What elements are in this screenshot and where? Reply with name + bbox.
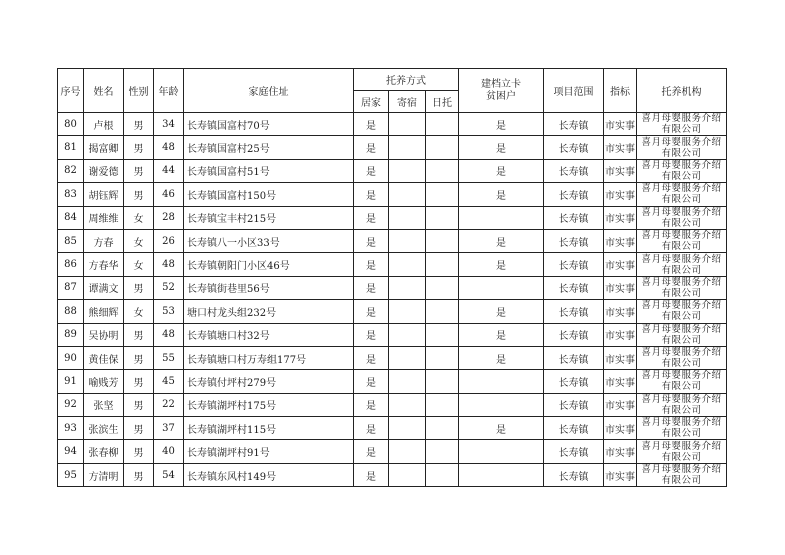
cell-boarding: [389, 276, 426, 299]
header-scope: 项目范围: [544, 69, 604, 113]
cell-daycare: [426, 370, 459, 393]
cell-org: 喜月母婴服务介绍有限公司: [637, 113, 727, 136]
header-gender: 性别: [124, 69, 154, 113]
cell-indicator: 市实事: [604, 393, 637, 416]
cell-daycare: [426, 183, 459, 206]
cell-daycare: [426, 440, 459, 463]
cell-poverty: 是: [459, 136, 544, 159]
cell-daycare: [426, 159, 459, 182]
cell-home: 是: [354, 370, 389, 393]
cell-age: 26: [154, 229, 184, 252]
cell-address: 长寿镇八一小区33号: [184, 229, 354, 252]
cell-gender: 男: [124, 159, 154, 182]
cell-seq: 91: [58, 370, 84, 393]
table-row: [58, 323, 727, 346]
cell-age: 48: [154, 323, 184, 346]
cell-daycare: [426, 393, 459, 416]
cell-age: 54: [154, 463, 184, 486]
cell-indicator: 市实事: [604, 417, 637, 440]
cell-gender: 男: [124, 440, 154, 463]
cell-daycare: [426, 417, 459, 440]
cell-indicator: 市实事: [604, 276, 637, 299]
cell-age: 48: [154, 253, 184, 276]
cell-name: 方春: [84, 229, 124, 252]
cell-gender: 男: [124, 136, 154, 159]
cell-org: 喜月母婴服务介绍有限公司: [637, 276, 727, 299]
cell-name: 方清明: [84, 463, 124, 486]
cell-org: 喜月母婴服务介绍有限公司: [637, 440, 727, 463]
header-poverty-line2: 贫困户: [486, 90, 516, 102]
cell-address: 长寿镇国富村25号: [184, 136, 354, 159]
cell-scope: 长寿镇: [544, 440, 604, 463]
cell-gender: 男: [124, 417, 154, 440]
header-poverty-line1: 建档立卡: [481, 78, 521, 90]
cell-org: 喜月母婴服务介绍有限公司: [637, 183, 727, 206]
cell-home: 是: [354, 417, 389, 440]
cell-address: 长寿镇国富村51号: [184, 159, 354, 182]
table-row: [58, 300, 727, 323]
cell-poverty: [459, 370, 544, 393]
table-row: [58, 276, 727, 299]
cell-indicator: 市实事: [604, 346, 637, 369]
cell-address: 长寿镇朝阳门小区46号: [184, 253, 354, 276]
cell-boarding: [389, 323, 426, 346]
cell-address: 长寿镇湖坪村115号: [184, 417, 354, 440]
cell-scope: 长寿镇: [544, 136, 604, 159]
cell-address: 长寿镇东风村149号: [184, 463, 354, 486]
cell-org: 喜月母婴服务介绍有限公司: [637, 417, 727, 440]
cell-home: 是: [354, 183, 389, 206]
header-org: 托养机构: [637, 69, 727, 113]
cell-scope: 长寿镇: [544, 206, 604, 229]
cell-gender: 男: [124, 370, 154, 393]
cell-boarding: [389, 159, 426, 182]
cell-boarding: [389, 136, 426, 159]
cell-boarding: [389, 229, 426, 252]
cell-gender: 男: [124, 346, 154, 369]
cell-daycare: [426, 276, 459, 299]
cell-age: 44: [154, 159, 184, 182]
cell-gender: 男: [124, 276, 154, 299]
cell-address: 长寿镇塘口村32号: [184, 323, 354, 346]
table-row: [58, 159, 727, 182]
cell-scope: 长寿镇: [544, 370, 604, 393]
cell-gender: 女: [124, 229, 154, 252]
cell-poverty: 是: [459, 323, 544, 346]
cell-indicator: 市实事: [604, 113, 637, 136]
cell-poverty: [459, 393, 544, 416]
cell-indicator: 市实事: [604, 253, 637, 276]
cell-age: 55: [154, 346, 184, 369]
cell-gender: 男: [124, 113, 154, 136]
cell-gender: 女: [124, 206, 154, 229]
cell-age: 48: [154, 136, 184, 159]
cell-poverty: 是: [459, 300, 544, 323]
cell-address: 塘口村龙头组232号: [184, 300, 354, 323]
table-row: [58, 440, 727, 463]
cell-address: 长寿镇塘口村万寿组177号: [184, 346, 354, 369]
cell-poverty: 是: [459, 159, 544, 182]
cell-poverty: 是: [459, 346, 544, 369]
cell-poverty: 是: [459, 417, 544, 440]
cell-seq: 92: [58, 393, 84, 416]
cell-age: 40: [154, 440, 184, 463]
cell-indicator: 市实事: [604, 440, 637, 463]
cell-name: 胡钰辉: [84, 183, 124, 206]
cell-poverty: [459, 440, 544, 463]
cell-home: 是: [354, 276, 389, 299]
cell-indicator: 市实事: [604, 300, 637, 323]
cell-gender: 男: [124, 463, 154, 486]
cell-org: 喜月母婴服务介绍有限公司: [637, 346, 727, 369]
cell-name: 吴协明: [84, 323, 124, 346]
table-row: [58, 370, 727, 393]
cell-name: 张坚: [84, 393, 124, 416]
table-row: [58, 136, 727, 159]
cell-scope: 长寿镇: [544, 159, 604, 182]
header-address: 家庭住址: [184, 69, 354, 113]
cell-poverty: [459, 206, 544, 229]
cell-age: 34: [154, 113, 184, 136]
cell-home: 是: [354, 346, 389, 369]
cell-name: 熊细辉: [84, 300, 124, 323]
cell-daycare: [426, 300, 459, 323]
cell-boarding: [389, 183, 426, 206]
cell-seq: 87: [58, 276, 84, 299]
cell-seq: 85: [58, 229, 84, 252]
cell-seq: 82: [58, 159, 84, 182]
header-seq: 序号: [58, 69, 84, 113]
cell-org: 喜月母婴服务介绍有限公司: [637, 206, 727, 229]
cell-home: 是: [354, 323, 389, 346]
cell-scope: 长寿镇: [544, 417, 604, 440]
table-row: [58, 229, 727, 252]
cell-age: 46: [154, 183, 184, 206]
cell-home: 是: [354, 253, 389, 276]
table-row: [58, 206, 727, 229]
header-indicator: 指标: [604, 69, 637, 113]
cell-poverty: [459, 463, 544, 486]
cell-address: 长寿镇宝丰村215号: [184, 206, 354, 229]
cell-daycare: [426, 253, 459, 276]
cell-indicator: 市实事: [604, 183, 637, 206]
cell-home: 是: [354, 206, 389, 229]
cell-home: 是: [354, 300, 389, 323]
cell-name: 喻贱芳: [84, 370, 124, 393]
cell-daycare: [426, 206, 459, 229]
cell-age: 45: [154, 370, 184, 393]
cell-daycare: [426, 346, 459, 369]
care-recipients-table: [57, 68, 727, 487]
cell-poverty: 是: [459, 183, 544, 206]
cell-scope: 长寿镇: [544, 463, 604, 486]
cell-age: 37: [154, 417, 184, 440]
cell-seq: 81: [58, 136, 84, 159]
cell-org: 喜月母婴服务介绍有限公司: [637, 229, 727, 252]
cell-name: 张滨生: [84, 417, 124, 440]
table-row: [58, 393, 727, 416]
cell-seq: 86: [58, 253, 84, 276]
cell-org: 喜月母婴服务介绍有限公司: [637, 159, 727, 182]
cell-name: 张春柳: [84, 440, 124, 463]
cell-address: 长寿镇湖坪村91号: [184, 440, 354, 463]
cell-poverty: 是: [459, 253, 544, 276]
cell-address: 长寿镇国富村70号: [184, 113, 354, 136]
cell-home: 是: [354, 113, 389, 136]
cell-address: 长寿镇付坪村279号: [184, 370, 354, 393]
cell-seq: 83: [58, 183, 84, 206]
cell-poverty: 是: [459, 229, 544, 252]
cell-scope: 长寿镇: [544, 253, 604, 276]
cell-poverty: [459, 276, 544, 299]
cell-age: 52: [154, 276, 184, 299]
cell-daycare: [426, 113, 459, 136]
cell-daycare: [426, 229, 459, 252]
table-row: [58, 253, 727, 276]
cell-address: 长寿镇湖坪村175号: [184, 393, 354, 416]
cell-seq: 93: [58, 417, 84, 440]
cell-org: 喜月母婴服务介绍有限公司: [637, 300, 727, 323]
cell-org: 喜月母婴服务介绍有限公司: [637, 253, 727, 276]
cell-name: 卢根: [84, 113, 124, 136]
cell-gender: 男: [124, 323, 154, 346]
cell-home: 是: [354, 393, 389, 416]
cell-boarding: [389, 113, 426, 136]
cell-gender: 女: [124, 253, 154, 276]
cell-org: 喜月母婴服务介绍有限公司: [637, 323, 727, 346]
cell-scope: 长寿镇: [544, 229, 604, 252]
cell-scope: 长寿镇: [544, 113, 604, 136]
header-poverty: [459, 69, 544, 113]
cell-gender: 男: [124, 183, 154, 206]
cell-home: 是: [354, 159, 389, 182]
table-row: [58, 113, 727, 136]
cell-name: 揭富卿: [84, 136, 124, 159]
cell-name: 谢爱德: [84, 159, 124, 182]
cell-daycare: [426, 136, 459, 159]
cell-age: 22: [154, 393, 184, 416]
cell-seq: 88: [58, 300, 84, 323]
cell-daycare: [426, 463, 459, 486]
cell-seq: 84: [58, 206, 84, 229]
cell-home: 是: [354, 463, 389, 486]
cell-name: 谭满文: [84, 276, 124, 299]
cell-boarding: [389, 370, 426, 393]
cell-boarding: [389, 440, 426, 463]
cell-boarding: [389, 463, 426, 486]
cell-home: 是: [354, 229, 389, 252]
cell-indicator: 市实事: [604, 159, 637, 182]
cell-indicator: 市实事: [604, 463, 637, 486]
cell-boarding: [389, 393, 426, 416]
cell-name: 方春华: [84, 253, 124, 276]
cell-poverty: 是: [459, 113, 544, 136]
header-daycare: 日托: [426, 91, 459, 113]
table-row: [58, 346, 727, 369]
cell-seq: 95: [58, 463, 84, 486]
cell-boarding: [389, 206, 426, 229]
header-home: 居家: [354, 91, 389, 113]
header-boarding: 寄宿: [389, 91, 426, 113]
cell-scope: 长寿镇: [544, 393, 604, 416]
cell-indicator: 市实事: [604, 136, 637, 159]
cell-indicator: 市实事: [604, 229, 637, 252]
cell-age: 28: [154, 206, 184, 229]
cell-indicator: 市实事: [604, 323, 637, 346]
cell-seq: 89: [58, 323, 84, 346]
header-care-mode: 托养方式: [354, 69, 459, 91]
table-row: [58, 463, 727, 486]
cell-boarding: [389, 300, 426, 323]
cell-org: 喜月母婴服务介绍有限公司: [637, 370, 727, 393]
cell-seq: 90: [58, 346, 84, 369]
cell-scope: 长寿镇: [544, 300, 604, 323]
cell-gender: 男: [124, 393, 154, 416]
cell-boarding: [389, 417, 426, 440]
cell-indicator: 市实事: [604, 370, 637, 393]
table-row: [58, 417, 727, 440]
cell-indicator: 市实事: [604, 206, 637, 229]
cell-boarding: [389, 346, 426, 369]
cell-seq: 80: [58, 113, 84, 136]
cell-address: 长寿镇国富村150号: [184, 183, 354, 206]
header-age: 年龄: [154, 69, 184, 113]
cell-scope: 长寿镇: [544, 276, 604, 299]
table-row: [58, 183, 727, 206]
cell-org: 喜月母婴服务介绍有限公司: [637, 393, 727, 416]
cell-daycare: [426, 323, 459, 346]
cell-scope: 长寿镇: [544, 323, 604, 346]
header-name: 姓名: [84, 69, 124, 113]
table-body: [58, 113, 727, 487]
cell-home: 是: [354, 136, 389, 159]
cell-org: 喜月母婴服务介绍有限公司: [637, 463, 727, 486]
cell-gender: 女: [124, 300, 154, 323]
cell-org: 喜月母婴服务介绍有限公司: [637, 136, 727, 159]
cell-name: 周维维: [84, 206, 124, 229]
cell-scope: 长寿镇: [544, 346, 604, 369]
cell-age: 53: [154, 300, 184, 323]
cell-seq: 94: [58, 440, 84, 463]
cell-address: 长寿镇街巷里56号: [184, 276, 354, 299]
cell-scope: 长寿镇: [544, 183, 604, 206]
cell-name: 黄佳保: [84, 346, 124, 369]
cell-home: 是: [354, 440, 389, 463]
cell-boarding: [389, 253, 426, 276]
